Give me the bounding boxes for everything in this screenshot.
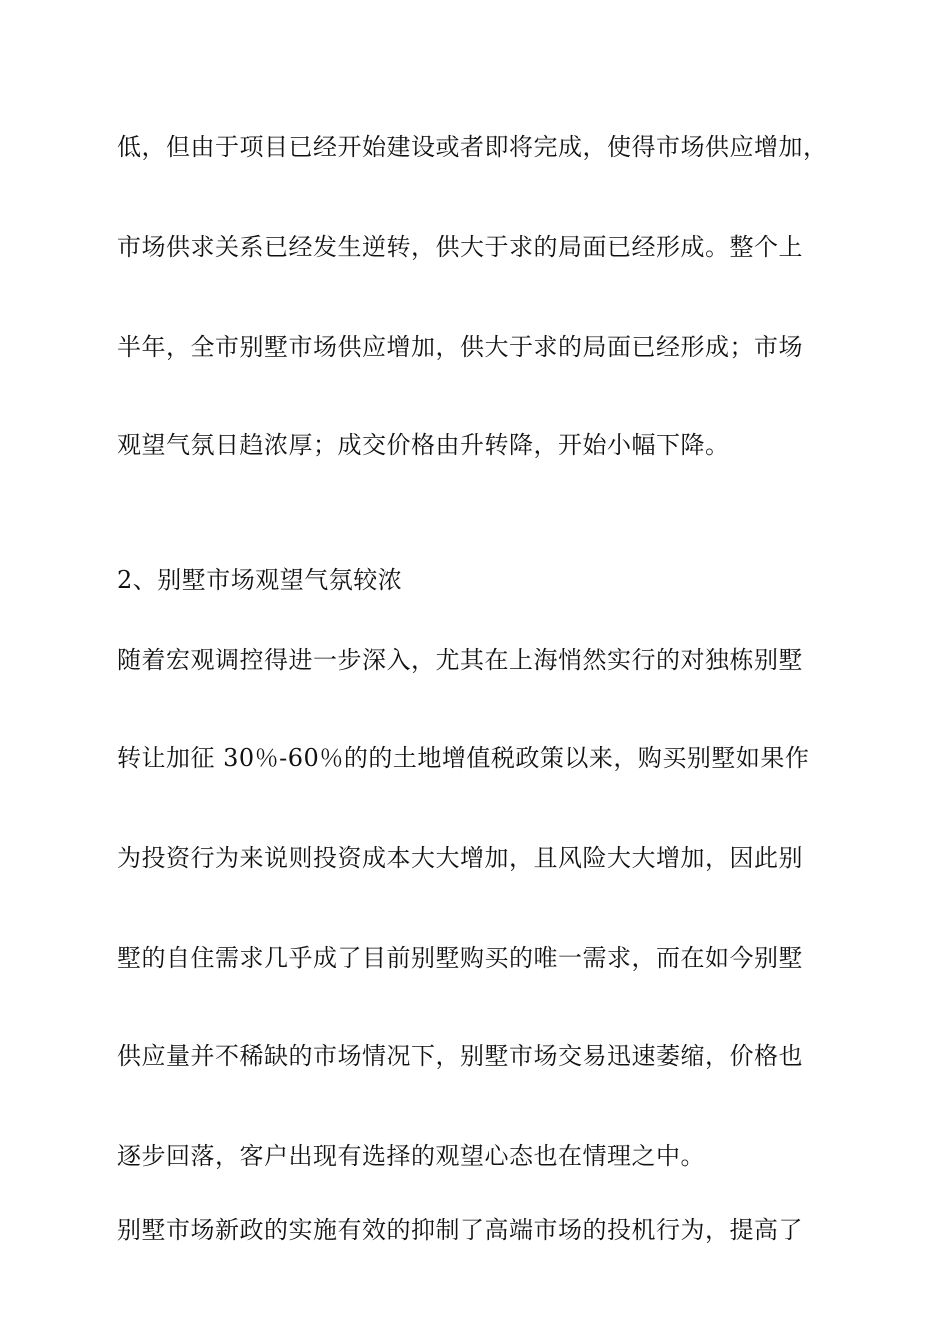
section-heading: 2、别墅市场观望气氛较浓 [117,566,403,594]
paragraph-3-line-1: 别墅市场新政的实施有效的抑制了高端市场的投机行为，提高了 [117,1216,803,1244]
paragraph-2-line-5: 供应量并不稀缺的市场情况下，别墅市场交易迅速萎缩，价格也 [117,1042,803,1070]
paragraph-2-line-4: 墅的自住需求几乎成了目前别墅购买的唯一需求，而在如今别墅 [117,944,803,972]
paragraph-2-line-2: 转让加征 30％-60％的的土地增值税政策以来，购买别墅如果作 [117,744,810,772]
paragraph-1-line-1: 低，但由于项目已经开始建设或者即将完成，使得市场供应增加， [117,133,828,161]
paragraph-2-line-6: 逐步回落，客户出现有选择的观望心态也在情理之中。 [117,1142,705,1170]
paragraph-2-line-3: 为投资行为来说则投资成本大大增加，且风险大大增加，因此别 [117,844,803,872]
paragraph-1-line-4: 观望气氛日趋浓厚；成交价格由升转降，开始小幅下降。 [117,431,730,459]
paragraph-1-line-2: 市场供求关系已经发生逆转，供大于求的局面已经形成。整个上 [117,233,803,261]
paragraph-2-line-1: 随着宏观调控得进一步深入，尤其在上海悄然实行的对独栋别墅 [117,646,803,674]
paragraph-1-line-3: 半年，全市别墅市场供应增加，供大于求的局面已经形成；市场 [117,333,803,361]
